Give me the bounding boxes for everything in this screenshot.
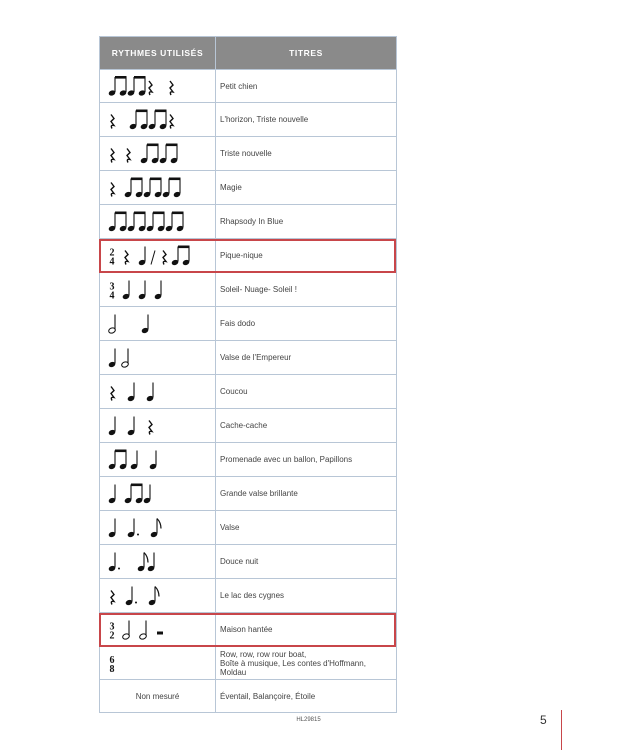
- q-note: [141, 315, 149, 335]
- qr-note: [125, 251, 128, 265]
- q-note: [130, 451, 138, 471]
- q-note: [108, 485, 116, 505]
- table-row: [100, 307, 397, 341]
- rhythm-notation: [100, 613, 214, 646]
- rhythm-cell: Non mesuré: [100, 680, 216, 713]
- rhythm-cell: [100, 545, 216, 579]
- q-note: [127, 383, 135, 403]
- qr-note: [149, 421, 152, 435]
- table-row: [100, 341, 397, 375]
- time-signature-top: 3: [109, 281, 115, 293]
- 8p-note: [124, 178, 143, 199]
- table-row: [100, 171, 397, 205]
- bar-note: [151, 251, 155, 265]
- table-row: [100, 70, 397, 103]
- title-cell: Magie: [216, 171, 397, 205]
- 8p-note: [148, 110, 167, 131]
- title-cell: Soleil- Nuage- Soleil !: [216, 273, 397, 307]
- title-cell: Fais dodo: [216, 307, 397, 341]
- title-cell: Row, row, row rour boat, Boîte à musique, Les contes d'Hoffmann, Moldau: [216, 647, 397, 680]
- 8p-note: [159, 144, 178, 165]
- time-signature-top: 6: [109, 655, 115, 666]
- q-note: [108, 417, 116, 437]
- time-signature-top: 3: [109, 621, 115, 633]
- 8p-note: [143, 178, 162, 199]
- q-note: [149, 451, 157, 471]
- table-row: [100, 103, 397, 137]
- header-rhythms: RYTHMES UTILISÉS: [100, 37, 216, 70]
- 8p-note: [127, 212, 146, 233]
- table-row: [100, 375, 397, 409]
- rhythm-notation: [100, 205, 214, 238]
- q-note: [138, 281, 146, 301]
- qd-note: [108, 553, 120, 573]
- title-cell: Promenade avec un ballon, Papillons: [216, 443, 397, 477]
- table-row: [100, 613, 397, 647]
- time-signature-bottom: 4: [109, 256, 115, 268]
- rhythm-notation: [100, 307, 214, 340]
- 8p-note: [129, 110, 148, 131]
- table-row: [100, 409, 397, 443]
- rhythm-notation: [100, 579, 214, 612]
- h-note: [108, 315, 116, 335]
- q-note: [138, 247, 146, 267]
- hr-note: [157, 632, 163, 635]
- 8p-note: [146, 212, 165, 233]
- title-cell: Maison hantée: [216, 613, 397, 647]
- header-titles: TITRES: [216, 37, 397, 70]
- 8p-note: [127, 76, 146, 97]
- q-note: [108, 349, 116, 369]
- title-cell: L'horizon, Triste nouvelle: [216, 103, 397, 137]
- time-signature-top: 2: [109, 247, 115, 259]
- h-note: [121, 349, 129, 369]
- rhythm-cell: [100, 613, 216, 647]
- q-note: [143, 485, 151, 505]
- title-cell: Triste nouvelle: [216, 137, 397, 171]
- 8p-note: [124, 484, 143, 505]
- qd-note: [125, 587, 137, 607]
- rhythm-cell: [100, 239, 216, 273]
- title-cell: Pique-nique: [216, 239, 397, 273]
- qr-note: [111, 387, 114, 401]
- qr-note: [127, 149, 130, 163]
- rhythm-cell: [100, 341, 216, 375]
- qr-note: [149, 81, 152, 95]
- h-note: [122, 621, 130, 641]
- qr-note: [111, 115, 114, 129]
- rhythm-cell: [100, 579, 216, 613]
- title-cell: Douce nuit: [216, 545, 397, 579]
- rhythm-notation: [100, 273, 214, 306]
- title-cell: Rhapsody In Blue: [216, 205, 397, 239]
- rhythm-cell: [100, 103, 216, 137]
- rhythm-table: [99, 36, 397, 713]
- table-row: [100, 239, 397, 273]
- qr-note: [111, 149, 114, 163]
- table-row: [100, 273, 397, 307]
- h-note: [139, 621, 147, 641]
- q-note: [154, 281, 162, 301]
- q-note: [146, 383, 154, 403]
- title-cell: Valse: [216, 511, 397, 545]
- title-cell: Petit chien: [216, 70, 397, 103]
- 8p-note: [108, 212, 127, 233]
- rhythm-notation: [100, 545, 214, 578]
- q-note: [108, 519, 116, 539]
- title-cell: Le lac des cygnes: [216, 579, 397, 613]
- table-row: [100, 205, 397, 239]
- title-cell: Cache-cache: [216, 409, 397, 443]
- rhythm-cell: [100, 409, 216, 443]
- table-row: [100, 443, 397, 477]
- e-note: [148, 587, 159, 607]
- rhythm-notation: [100, 137, 214, 170]
- 8p-note: [171, 246, 190, 267]
- qr-note: [170, 115, 173, 129]
- qr-note: [111, 183, 114, 197]
- table-row: [100, 477, 397, 511]
- qr-note: [111, 591, 114, 605]
- rhythm-cell: [100, 375, 216, 409]
- time-signature-bottom: 8: [109, 664, 115, 675]
- qd-note: [127, 519, 139, 539]
- rhythm-notation: [100, 70, 214, 102]
- rhythm-notation: [100, 511, 214, 544]
- time-signature-bottom: 4: [109, 290, 115, 302]
- title-cell: Coucou: [216, 375, 397, 409]
- table-row: [100, 647, 397, 680]
- q-note: [122, 281, 130, 301]
- 8p-note: [108, 450, 127, 471]
- table-row: [100, 579, 397, 613]
- rhythm-notation: [100, 477, 214, 510]
- title-cell: Valse de l'Empereur: [216, 341, 397, 375]
- 8p-note: [140, 144, 159, 165]
- rhythm-notation: [100, 443, 214, 476]
- rhythm-notation: [100, 375, 214, 408]
- table-row: [100, 680, 397, 713]
- rhythm-cell: [100, 171, 216, 205]
- q-note: [127, 417, 135, 437]
- qr-note: [170, 81, 173, 95]
- rhythm-notation: [100, 409, 214, 442]
- table-row: [100, 545, 397, 579]
- rhythm-cell: [100, 647, 216, 680]
- 8p-note: [108, 76, 127, 97]
- page-marker-bar: [561, 710, 562, 750]
- rhythm-cell: [100, 307, 216, 341]
- e-note: [137, 553, 148, 573]
- 8p-note: [162, 178, 181, 199]
- rhythm-cell: [100, 477, 216, 511]
- rhythm-notation: [100, 647, 214, 679]
- table-row: [100, 511, 397, 545]
- rhythm-notation: [100, 103, 214, 136]
- rhythm-cell: [100, 205, 216, 239]
- footer-code: HL29815: [296, 717, 321, 723]
- rhythm-cell: [100, 443, 216, 477]
- time-signature-bottom: 2: [109, 630, 115, 642]
- rhythm-cell: [100, 273, 216, 307]
- qr-note: [163, 251, 166, 265]
- rhythm-notation: [100, 239, 214, 272]
- rhythm-cell: [100, 70, 216, 103]
- rhythm-cell: [100, 137, 216, 171]
- rhythm-cell: [100, 511, 216, 545]
- rhythm-notation: [100, 341, 214, 374]
- rhythm-notation: [100, 171, 214, 204]
- page-number: 5: [540, 713, 547, 727]
- e-note: [150, 519, 161, 539]
- title-cell: Éventail, Balançoire, Étoile: [216, 680, 397, 713]
- title-cell: Grande valse brillante: [216, 477, 397, 511]
- 8p-note: [165, 212, 184, 233]
- table-row: [100, 137, 397, 171]
